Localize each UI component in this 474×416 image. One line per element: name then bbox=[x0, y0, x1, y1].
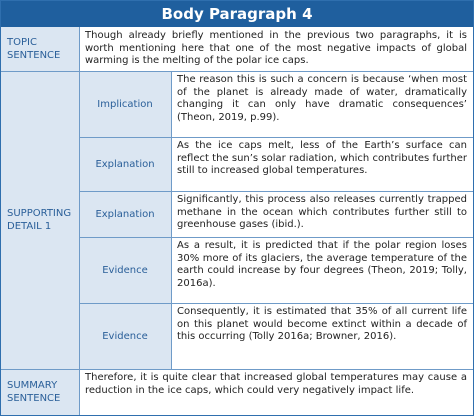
topic-sentence-text: Though already briefly mentioned in the previous two paragraphs, it is worth mentioning here that one of the most negative impacts of global warming is the melting of the polar ice caps. bbox=[79, 27, 473, 71]
grid-line bbox=[79, 191, 473, 192]
grid-line bbox=[79, 27, 80, 415]
summary-sentence-text: Therefore, it is quite clear that increased global temperatures may cause a reduction in the ice caps, which could very negatively impact life. bbox=[79, 369, 473, 415]
grid-line bbox=[79, 303, 473, 304]
grid-line bbox=[171, 71, 172, 369]
grid-line bbox=[79, 137, 473, 138]
implication-label: Implication bbox=[79, 71, 171, 137]
evidence-label-2: Evidence bbox=[79, 303, 171, 369]
evidence-label-1: Evidence bbox=[79, 237, 171, 303]
evidence-text-1: As a result, it is predicted that if the polar region loses 30% more of its glaciers, the average temperature of the earth could increase by four degrees (Theon, 2019; Tolly, 2016a). bbox=[171, 237, 473, 303]
evidence-text-2: Consequently, it is estimated that 35% of all current life on this planet would become extinct within a decade of this occurring (Tolly 2016a; Browner, 2016). bbox=[171, 303, 473, 369]
grid-line bbox=[79, 237, 473, 238]
table-title: Body Paragraph 4 bbox=[1, 1, 473, 27]
explanation-label-1: Explanation bbox=[79, 137, 171, 191]
explanation-text-1: As the ice caps melt, less of the Earth’s surface can reflect the sun’s solar radiation, which contributes further still to increased global temperatures. bbox=[171, 137, 473, 191]
grid-line bbox=[1, 369, 473, 370]
topic-sentence-label: TOPIC SENTENCE bbox=[1, 27, 79, 71]
supporting-detail-label: SUPPORTING DETAIL 1 bbox=[1, 71, 79, 369]
explanation-text-2: Significantly, this process also releases currently trapped methane in the ocean which contributes further still to greenhouse gases (ibid.). bbox=[171, 191, 473, 237]
summary-sentence-label: SUMMARY SENTENCE bbox=[1, 369, 79, 415]
explanation-label-2: Explanation bbox=[79, 191, 171, 237]
implication-text: The reason this is such a concern is because ‘when most of the planet is already made of water, dramatically changing it can only have dramatic consequences’ (Theon, 2019, p.99). bbox=[171, 71, 473, 137]
grid-line bbox=[1, 71, 473, 72]
